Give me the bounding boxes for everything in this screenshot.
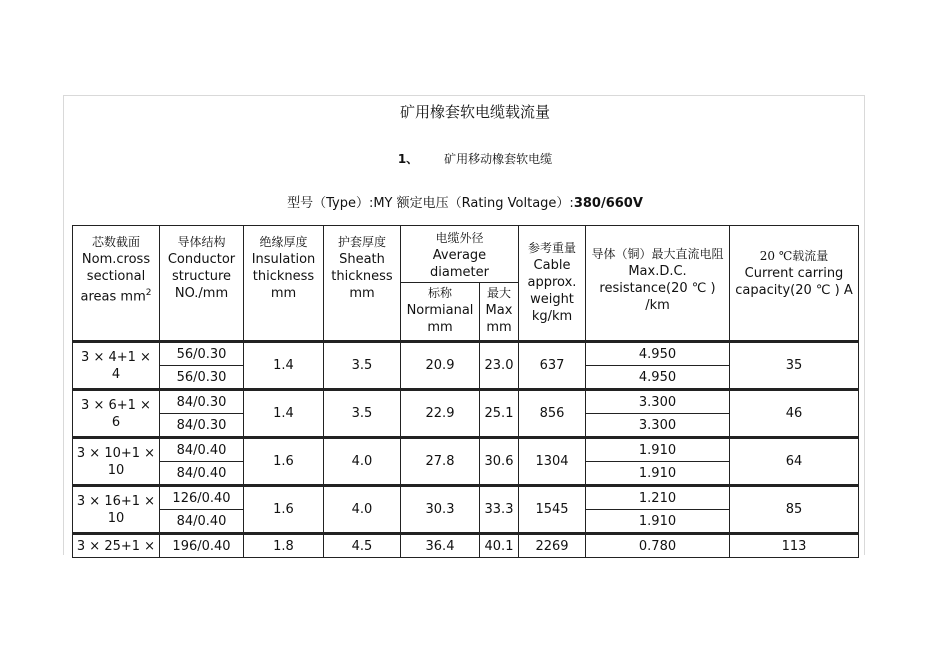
- cell-nominal: 22.9: [401, 390, 480, 438]
- section-heading: [0, 150, 950, 167]
- cell-sheath: 3.5: [324, 390, 401, 438]
- cell-area: 3 × 10+1 × 10: [73, 438, 160, 486]
- cell-capacity: 35: [730, 342, 859, 390]
- header-sheath: 护套厚度 Sheath thickness mm: [324, 226, 401, 342]
- cell-resistance: 1.210: [586, 486, 730, 510]
- cell-weight: 1304: [519, 438, 586, 486]
- header-conductor: 导体结构 Conductor structure NO./mm: [160, 226, 244, 342]
- cell-weight: 637: [519, 342, 586, 390]
- cell-area: 3 × 6+1 × 6: [73, 390, 160, 438]
- cell-capacity: 46: [730, 390, 859, 438]
- cell-conductor: 84/0.30: [160, 414, 244, 438]
- cell-sheath: 3.5: [324, 342, 401, 390]
- cell-conductor: 126/0.40: [160, 486, 244, 510]
- cell-area: 3 × 16+1 × 10: [73, 486, 160, 534]
- cell-resistance: 4.950: [586, 342, 730, 366]
- cell-nominal: 20.9: [401, 342, 480, 390]
- cell-conductor: 84/0.40: [160, 462, 244, 486]
- cable-spec-table: [72, 225, 859, 558]
- section-number: 1、: [397, 152, 419, 166]
- cell-weight: 2269: [519, 534, 586, 558]
- cell-nominal: 30.3: [401, 486, 480, 534]
- cell-conductor: 84/0.30: [160, 390, 244, 414]
- header-capacity: 20 ℃载流量 Current carring capacity(20 ℃ ) A: [730, 226, 859, 342]
- section-title: 矿用移动橡套软电缆: [444, 152, 553, 166]
- cell-nominal: 36.4: [401, 534, 480, 558]
- cell-insulation: 1.6: [244, 486, 324, 534]
- cell-sheath: 4.0: [324, 438, 401, 486]
- cell-conductor: 84/0.40: [160, 438, 244, 462]
- cell-max: 23.0: [480, 342, 519, 390]
- cell-max: 40.1: [480, 534, 519, 558]
- header-resistance: 导体（铜）最大直流电阻 Max.D.C. resistance(20 ℃ ) /km: [586, 226, 730, 342]
- cell-max: 30.6: [480, 438, 519, 486]
- cell-insulation: 1.8: [244, 534, 324, 558]
- cell-insulation: 1.6: [244, 438, 324, 486]
- cell-resistance: 3.300: [586, 390, 730, 414]
- cell-sheath: 4.5: [324, 534, 401, 558]
- cell-capacity: 113: [730, 534, 859, 558]
- cell-area: 3 × 4+1 × 4: [73, 342, 160, 390]
- cell-sheath: 4.0: [324, 486, 401, 534]
- cell-max: 25.1: [480, 390, 519, 438]
- cell-capacity: 64: [730, 438, 859, 486]
- cell-conductor: 56/0.30: [160, 342, 244, 366]
- rated-voltage: 380/660V: [573, 196, 643, 211]
- cell-conductor: 84/0.40: [160, 510, 244, 534]
- cell-conductor: 196/0.40: [160, 534, 244, 558]
- cell-insulation: 1.4: [244, 390, 324, 438]
- cell-capacity: 85: [730, 486, 859, 534]
- model-line: [0, 192, 930, 211]
- cell-insulation: 1.4: [244, 342, 324, 390]
- header-area: 芯数截面 Nom.cross sectional areas $mm^2$: [73, 226, 160, 342]
- header-weight: 参考重量 Cable approx. weight kg/km: [519, 226, 586, 342]
- cell-resistance: 1.910: [586, 510, 730, 534]
- document-title: 矿用橡套软电缆载流量: [399, 103, 550, 121]
- header-max: 最大 Max mm: [480, 283, 519, 342]
- cell-resistance: 4.950: [586, 366, 730, 390]
- cell-max: 33.3: [480, 486, 519, 534]
- cell-weight: 856: [519, 390, 586, 438]
- cell-resistance: 1.910: [586, 462, 730, 486]
- cell-conductor: 56/0.30: [160, 366, 244, 390]
- cell-weight: 1545: [519, 486, 586, 534]
- model-prefix: 型号（Type）:MY 额定电压（Rating Voltage）:: [287, 196, 574, 211]
- cell-resistance: 0.780: [586, 534, 730, 558]
- cell-resistance: 1.910: [586, 438, 730, 462]
- cell-nominal: 27.8: [401, 438, 480, 486]
- header-diameter: 电缆外径 Average diameter: [401, 226, 519, 283]
- cell-resistance: 3.300: [586, 414, 730, 438]
- header-insulation: 绝缘厚度 Insulation thickness mm: [244, 226, 324, 342]
- cell-area: 3 × 25+1 ×: [73, 534, 160, 558]
- header-nominal: 标称 Normianal mm: [401, 283, 480, 342]
